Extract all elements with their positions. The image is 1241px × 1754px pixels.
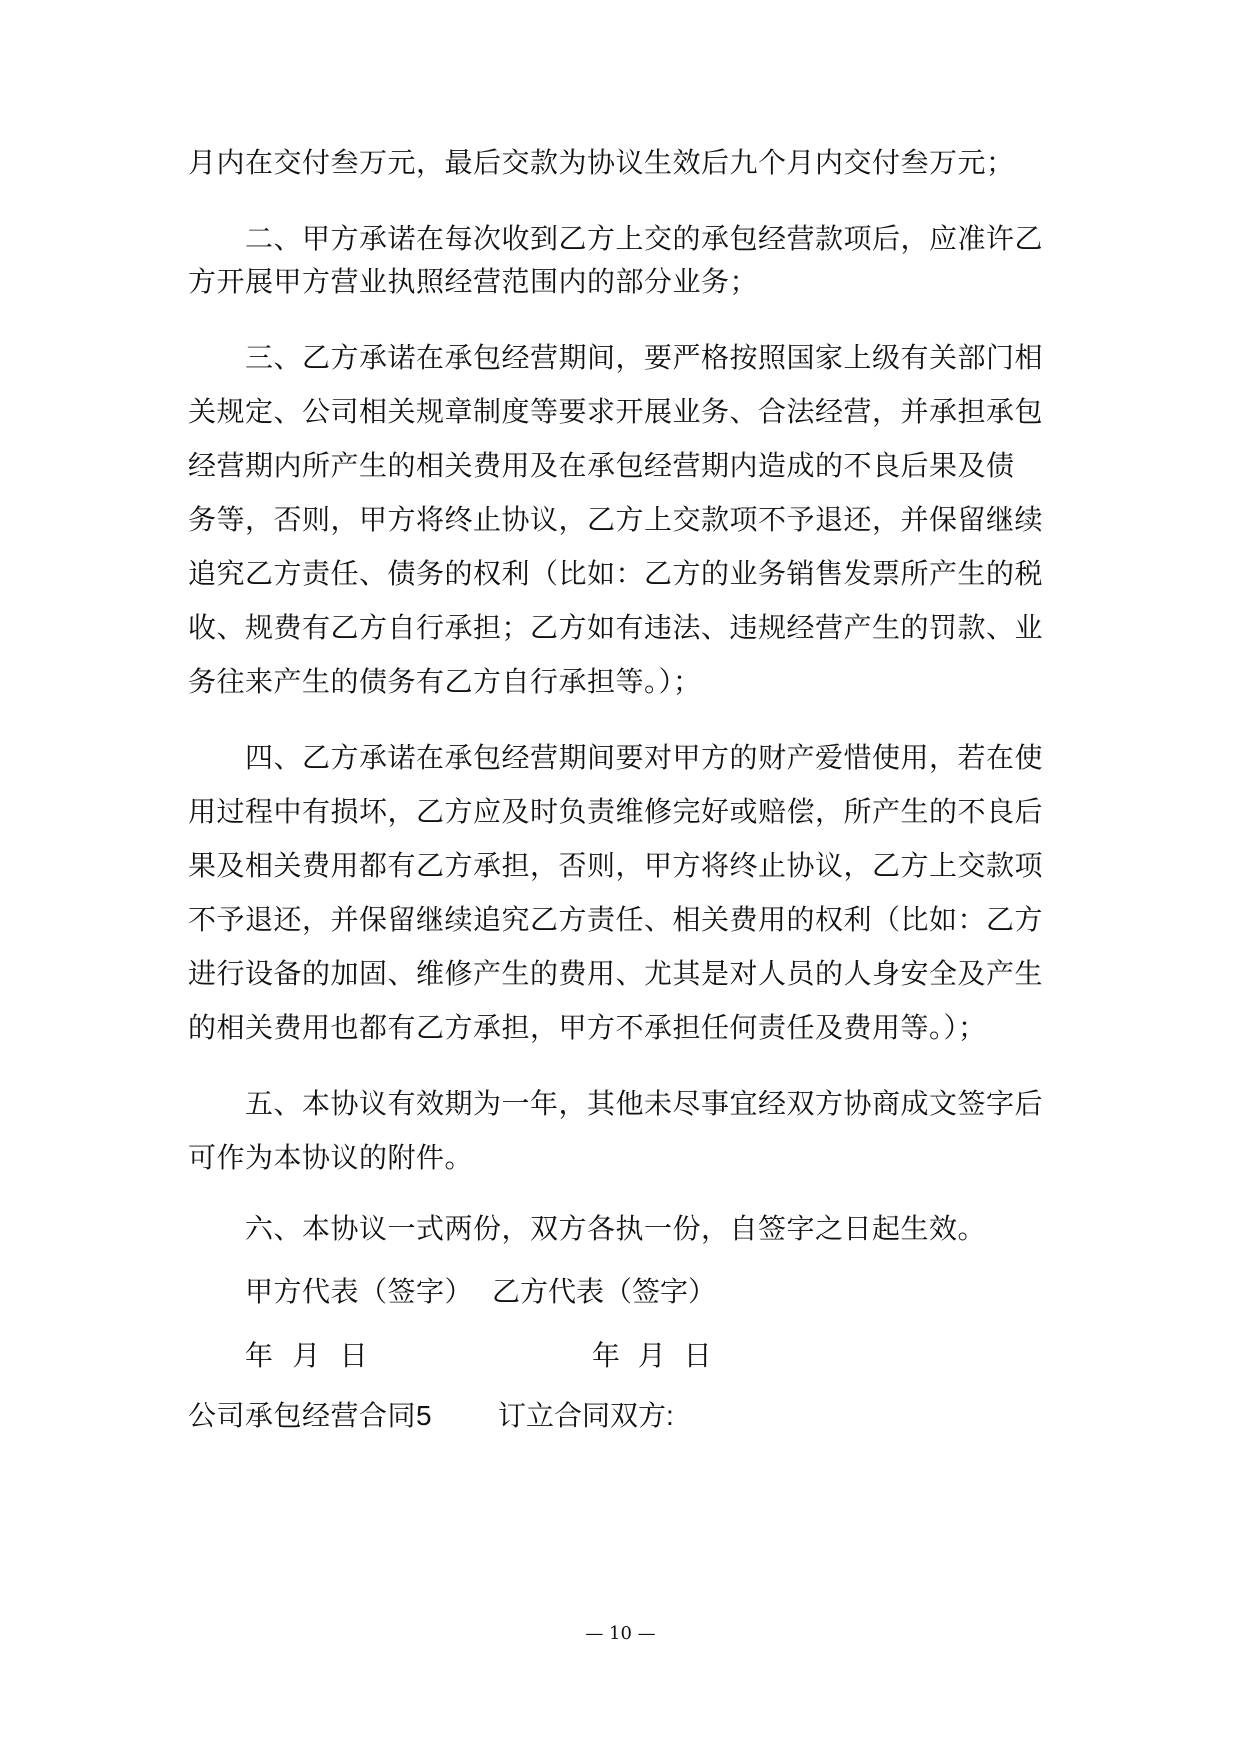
paragraph-line: 五、本协议有效期为一年，其他未尽事宜经双方协商成文签字后 [245,1087,1044,1120]
signature-party-a: 甲方代表（签字） [245,1275,474,1308]
paragraph-line: 四、乙方承诺在承包经营期间要对甲方的财产爱惜使用，若在使 [245,741,1044,774]
paragraph-line: 经营期内所产生的相关费用及在承包经营期内造成的不良后果及债 [188,449,1015,482]
paragraph-line: 方开展甲方营业执照经营范围内的部分业务； [188,265,759,298]
paragraph-line: 追究乙方责任、债务的权利（比如：乙方的业务销售发票所产生的税 [188,557,1044,590]
paragraph-line: 收、规费有乙方自行承担；乙方如有违法、违规经营产生的罚款、业 [188,611,1044,644]
paragraph-line: 月内在交付叁万元，最后交款为协议生效后九个月内交付叁万元； [188,146,1015,179]
paragraph-line: 二、甲方承诺在每次收到乙方上交的承包经营款项后，应准许乙 [245,222,1044,255]
signature-date-a: 年 月 日 [245,1339,369,1372]
paragraph-line: 用过程中有损坏，乙方应及时负责维修完好或赔偿，所产生的不良后 [188,795,1044,828]
signature-date-b: 年 月 日 [592,1339,712,1372]
paragraph-line: 可作为本协议的附件。 [188,1141,474,1174]
paragraph-line: 的相关费用也都有乙方承担，甲方不承担任何责任及费用等。）； [188,1011,987,1044]
paragraph-line: 三、乙方承诺在承包经营期间，要严格按照国家上级有关部门相 [245,341,1044,374]
paragraph-line: 务等，否则，甲方将终止协议，乙方上交款项不予退还，并保留继续 [188,503,1044,536]
paragraph-line: 关规定、公司相关规章制度等要求开展业务、合法经营，并承担承包 [188,395,1044,428]
page-number: — 10 — [585,1623,656,1644]
signature-party-b: 乙方代表（签字） [492,1275,717,1308]
next-section-title: 公司承包经营合同5 [188,1400,433,1431]
next-section-parties: 订立合同双方: [498,1400,674,1431]
paragraph-line: 果及相关费用都有乙方承担，否则，甲方将终止协议，乙方上交款项 [188,849,1044,882]
paragraph-line: 不予退还，并保留继续追究乙方责任、相关费用的权利（比如：乙方 [188,903,1044,936]
paragraph-line: 六、本协议一式两份，双方各执一份，自签字之日起生效。 [245,1212,987,1245]
paragraph-line: 进行设备的加固、维修产生的费用、尤其是对人员的人身安全及产生 [188,957,1044,990]
paragraph-line: 务往来产生的债务有乙方自行承担等。）； [188,665,702,698]
